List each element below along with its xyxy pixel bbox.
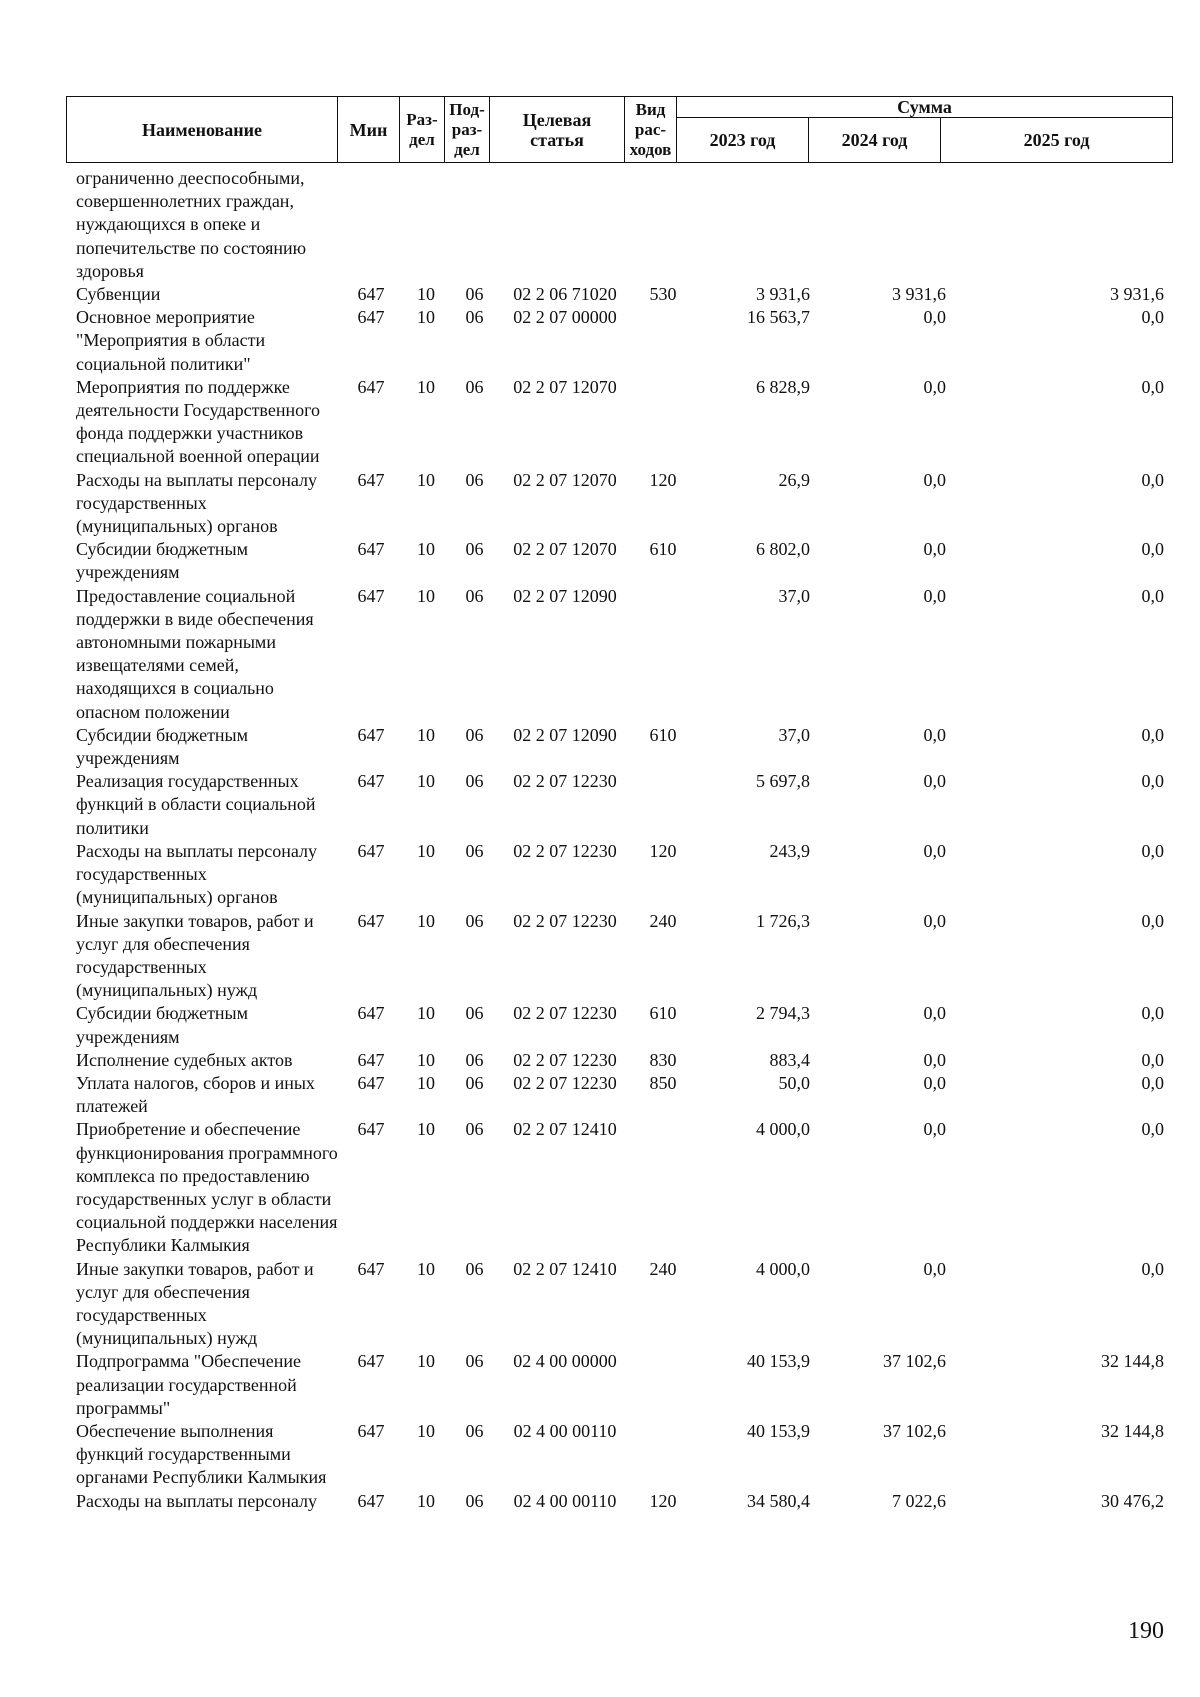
row-target-code: 02 2 07 12070 <box>513 469 617 490</box>
row-razdel: 10 <box>417 1003 435 1024</box>
table-row <box>66 1350 1172 1420</box>
row-target-code: 02 2 07 12230 <box>513 1072 617 1093</box>
header-podrazdel-text: Под- раз- дел <box>449 99 485 159</box>
row-podrazdel: 06 <box>465 1072 484 1093</box>
row-sum-2024 <box>818 167 954 283</box>
row-sum-2023: 4 000,0 <box>756 1119 810 1140</box>
row-sum-2024: 0,0 <box>923 307 946 328</box>
row-name: Обеспечение выполнения функций государственными органами Республики Калмыкия <box>76 1420 327 1488</box>
row-sum-2023: 3 931,6 <box>756 284 810 305</box>
row-min: 647 <box>357 1049 385 1070</box>
table-row <box>66 376 1172 469</box>
row-sum-2025: 32 144,8 <box>1101 1420 1164 1441</box>
row-podrazdel <box>452 167 497 283</box>
table-row <box>66 1490 1172 1513</box>
table-row <box>66 1002 1172 1048</box>
row-vid <box>633 1420 693 1490</box>
row-target-code: 02 2 07 12070 <box>513 539 617 560</box>
row-sum-2024: 3 931,6 <box>892 284 946 305</box>
table-header <box>66 96 1173 163</box>
row-sum-2023: 50,0 <box>778 1072 810 1093</box>
row-sum-2023: 4 000,0 <box>756 1258 810 1279</box>
row-sum-2025: 0,0 <box>1141 1119 1164 1140</box>
row-podrazdel: 06 <box>465 1420 484 1441</box>
row-razdel: 10 <box>417 910 435 931</box>
row-sum-2023: 6 802,0 <box>756 539 810 560</box>
row-razdel: 10 <box>417 284 435 305</box>
row-podrazdel: 06 <box>465 1003 484 1024</box>
row-sum-2025: 0,0 <box>1141 376 1164 397</box>
table-row <box>66 1049 1172 1072</box>
row-sum-2024: 0,0 <box>923 771 946 792</box>
row-name: Приобретение и обеспечение функционирования программного комплекса по предоставлению государственных услуг в области социальной поддержки населения Республики Калмыкия <box>76 1119 338 1256</box>
row-target-code: 02 2 07 12410 <box>513 1258 617 1279</box>
row-name: Реализация государственных функций в области социальной политики <box>76 771 316 838</box>
row-name: Исполнение судебных актов <box>76 1049 293 1070</box>
row-sum-2024: 0,0 <box>923 1049 946 1070</box>
row-name: Субвенции <box>76 284 161 305</box>
row-min: 647 <box>357 469 385 490</box>
header-sum: Сумма <box>677 97 1173 118</box>
row-min: 647 <box>357 284 385 305</box>
row-sum-2024: 0,0 <box>923 469 946 490</box>
row-target-code: 02 2 07 12230 <box>513 840 617 861</box>
row-min: 647 <box>357 376 385 397</box>
row-razdel: 10 <box>417 539 435 560</box>
header-2025: 2025 год <box>941 118 1173 163</box>
row-sum-2024: 37 102,6 <box>883 1351 946 1372</box>
row-min: 647 <box>357 307 385 328</box>
row-podrazdel: 06 <box>465 307 484 328</box>
table-row <box>66 469 1172 539</box>
table-row <box>66 1258 1172 1351</box>
table-row <box>66 538 1172 584</box>
row-min: 647 <box>357 771 385 792</box>
row-podrazdel: 06 <box>465 724 484 745</box>
row-vid: 830 <box>649 1049 677 1070</box>
row-vid: 610 <box>649 539 677 560</box>
row-target-code: 02 4 00 00110 <box>513 1420 617 1441</box>
row-podrazdel: 06 <box>465 539 484 560</box>
row-name: Субсидии бюджетным учреждениям <box>76 1003 249 1047</box>
row-sum-2025 <box>954 167 1172 283</box>
header-min: Мин <box>338 97 400 163</box>
row-sum-2023: 1 726,3 <box>756 910 810 931</box>
row-target-code: 02 2 07 12230 <box>513 771 617 792</box>
row-sum-2025: 30 476,2 <box>1101 1490 1164 1511</box>
row-podrazdel: 06 <box>465 585 484 606</box>
header-vid <box>625 97 677 163</box>
row-target-code: 02 2 07 12410 <box>513 1119 617 1140</box>
row-sum-2024: 0,0 <box>923 376 946 397</box>
row-razdel: 10 <box>417 585 435 606</box>
row-podrazdel: 06 <box>465 1049 484 1070</box>
row-razdel: 10 <box>417 1119 435 1140</box>
row-min: 647 <box>357 724 385 745</box>
row-razdel: 10 <box>417 1049 435 1070</box>
table-row <box>66 167 1172 283</box>
row-target-code: 02 4 00 00000 <box>513 1351 617 1372</box>
row-sum-2025: 0,0 <box>1141 1049 1164 1070</box>
row-name: Расходы на выплаты персоналу государственных (муниципальных) органов <box>76 469 317 537</box>
row-name: Субсидии бюджетным учреждениям <box>76 724 249 769</box>
row-vid <box>633 306 693 376</box>
row-target-code: 02 2 07 12090 <box>513 585 617 606</box>
row-podrazdel: 06 <box>465 469 484 490</box>
row-min: 647 <box>357 1351 385 1372</box>
row-target-code: 02 2 07 00000 <box>513 307 617 328</box>
header-2024: 2024 год <box>809 118 941 163</box>
page-number: 190 <box>1128 1618 1164 1644</box>
row-target-code: 02 4 00 00110 <box>513 1490 617 1511</box>
row-sum-2024: 0,0 <box>923 585 946 606</box>
row-sum-2024: 0,0 <box>923 1072 946 1093</box>
row-min: 647 <box>357 1490 385 1511</box>
row-sum-2024: 0,0 <box>923 1258 946 1279</box>
row-sum-2023: 37,0 <box>778 585 810 606</box>
row-sum-2025: 0,0 <box>1141 585 1164 606</box>
row-name: Иные закупки товаров, работ и услуг для обеспечения государственных (муниципальных) нужд <box>76 1258 314 1349</box>
row-razdel: 10 <box>417 840 435 861</box>
row-sum-2023: 37,0 <box>778 724 810 745</box>
row-target-code <box>497 167 633 283</box>
row-min: 647 <box>357 1003 385 1024</box>
row-sum-2024: 0,0 <box>923 1003 946 1024</box>
row-vid <box>633 376 693 469</box>
row-vid: 120 <box>649 840 677 861</box>
row-name: Уплата налогов, сборов и иных платежей <box>76 1072 315 1117</box>
row-name: Предоставление социальной поддержки в виде обеспечения автономными пожарными извещателями семей, находящихся в социально опасном положении <box>76 585 314 722</box>
row-sum-2025: 0,0 <box>1141 1258 1164 1279</box>
row-razdel <box>400 167 452 283</box>
table-row <box>66 1118 1172 1257</box>
row-podrazdel: 06 <box>465 284 484 305</box>
row-sum-2024: 0,0 <box>923 1119 946 1140</box>
row-min: 647 <box>357 1119 385 1140</box>
row-vid: 120 <box>649 469 677 490</box>
row-target-code: 02 2 07 12090 <box>513 724 617 745</box>
row-sum-2025: 0,0 <box>1141 539 1164 560</box>
row-sum-2024: 7 022,6 <box>892 1490 946 1511</box>
row-name: Субсидии бюджетным учреждениям <box>76 539 249 583</box>
row-min: 647 <box>357 1258 385 1279</box>
row-vid: 850 <box>649 1072 677 1093</box>
row-sum-2023: 40 153,9 <box>747 1351 810 1372</box>
row-sum-2025: 0,0 <box>1141 771 1164 792</box>
row-sum-2023: 6 828,9 <box>756 376 810 397</box>
table-body <box>66 167 1172 1513</box>
row-podrazdel: 06 <box>465 771 484 792</box>
row-target-code: 02 2 07 12070 <box>513 376 617 397</box>
row-target-code: 02 2 06 71020 <box>513 284 617 305</box>
row-name: Расходы на выплаты персоналу государственных (муниципальных) органов <box>76 840 317 908</box>
header-target-text: Целевая статья <box>522 109 592 150</box>
header-razdel-text: Раз- дел <box>406 109 438 149</box>
row-sum-2025: 0,0 <box>1141 724 1164 745</box>
header-vid-text: Вид рас- ходов <box>629 99 672 159</box>
header-razdel <box>400 97 445 163</box>
row-vid: 610 <box>649 1003 677 1024</box>
row-vid: 530 <box>649 284 677 305</box>
row-sum-2023: 883,4 <box>769 1049 810 1070</box>
row-sum-2025: 0,0 <box>1141 469 1164 490</box>
table-row <box>66 770 1172 840</box>
row-target-code: 02 2 07 12230 <box>513 1049 617 1070</box>
table-row <box>66 1072 1172 1118</box>
row-sum-2025: 32 144,8 <box>1101 1351 1164 1372</box>
row-min: 647 <box>357 840 385 861</box>
table-row <box>66 724 1172 770</box>
row-vid <box>633 1350 693 1420</box>
row-min: 647 <box>357 1072 385 1093</box>
row-podrazdel: 06 <box>465 1119 484 1140</box>
row-razdel: 10 <box>417 469 435 490</box>
row-razdel: 10 <box>417 1072 435 1093</box>
row-sum-2025: 0,0 <box>1141 307 1164 328</box>
budget-table <box>66 167 1172 1513</box>
header-name: Наименование <box>67 97 338 163</box>
row-sum-2023: 2 794,3 <box>756 1003 810 1024</box>
row-vid: 120 <box>649 1490 677 1511</box>
row-vid <box>633 1118 693 1257</box>
row-podrazdel: 06 <box>465 1490 484 1511</box>
row-name: Основное мероприятие "Мероприятия в области социальной политики" <box>76 307 266 374</box>
row-razdel: 10 <box>417 771 435 792</box>
header-podrazdel <box>445 97 490 163</box>
row-sum-2023: 26,9 <box>778 469 810 490</box>
row-vid: 240 <box>649 1258 677 1279</box>
row-name: Расходы на выплаты персоналу <box>76 1490 317 1511</box>
row-sum-2024: 0,0 <box>923 539 946 560</box>
row-podrazdel: 06 <box>465 1351 484 1372</box>
row-sum-2025: 3 931,6 <box>1110 284 1164 305</box>
row-sum-2023: 34 580,4 <box>747 1490 810 1511</box>
row-sum-2023 <box>693 167 818 283</box>
row-sum-2024: 0,0 <box>923 840 946 861</box>
header-target <box>490 97 625 163</box>
row-podrazdel: 06 <box>465 910 484 931</box>
header-2023: 2023 год <box>677 118 809 163</box>
row-sum-2023: 5 697,8 <box>756 771 810 792</box>
row-razdel: 10 <box>417 1258 435 1279</box>
row-min: 647 <box>357 585 385 606</box>
row-podrazdel: 06 <box>465 840 484 861</box>
row-razdel: 10 <box>417 1420 435 1441</box>
row-vid <box>633 770 693 840</box>
row-podrazdel: 06 <box>465 1258 484 1279</box>
row-razdel: 10 <box>417 376 435 397</box>
row-sum-2025: 0,0 <box>1141 1003 1164 1024</box>
row-name: Подпрограмма "Обеспечение реализации государственной программы" <box>76 1351 301 1418</box>
row-razdel: 10 <box>417 1490 435 1511</box>
row-podrazdel: 06 <box>465 376 484 397</box>
table-row <box>66 306 1172 376</box>
row-min: 647 <box>357 1420 385 1441</box>
row-razdel: 10 <box>417 307 435 328</box>
row-sum-2024: 0,0 <box>923 910 946 931</box>
row-sum-2024: 37 102,6 <box>883 1420 946 1441</box>
row-min: 647 <box>357 910 385 931</box>
row-min <box>342 167 400 283</box>
table-row <box>66 283 1172 306</box>
row-target-code: 02 2 07 12230 <box>513 910 617 931</box>
row-sum-2023: 16 563,7 <box>747 307 810 328</box>
row-name: Мероприятия по поддержке деятельности Государственного фонда поддержки участников специальной военной операции <box>76 376 321 467</box>
table-row <box>66 840 1172 910</box>
table-row <box>66 910 1172 1003</box>
row-razdel: 10 <box>417 1351 435 1372</box>
row-sum-2023: 243,9 <box>769 840 810 861</box>
row-name: Иные закупки товаров, работ и услуг для обеспечения государственных (муниципальных) нужд <box>76 910 314 1001</box>
row-sum-2025: 0,0 <box>1141 840 1164 861</box>
row-name: ограниченно дееспособными, совершеннолетних граждан, нуждающихся в опеке и попечительстве по состоянию здоровья <box>76 168 307 281</box>
row-target-code: 02 2 07 12230 <box>513 1003 617 1024</box>
row-sum-2024: 0,0 <box>923 724 946 745</box>
row-razdel: 10 <box>417 724 435 745</box>
row-vid <box>633 167 693 283</box>
row-min: 647 <box>357 539 385 560</box>
row-sum-2023: 40 153,9 <box>747 1420 810 1441</box>
row-sum-2025: 0,0 <box>1141 1072 1164 1093</box>
row-sum-2025: 0,0 <box>1141 910 1164 931</box>
table-row <box>66 1420 1172 1490</box>
row-vid: 240 <box>649 910 677 931</box>
row-vid: 610 <box>649 724 677 745</box>
row-vid <box>633 585 693 724</box>
table-row <box>66 585 1172 724</box>
